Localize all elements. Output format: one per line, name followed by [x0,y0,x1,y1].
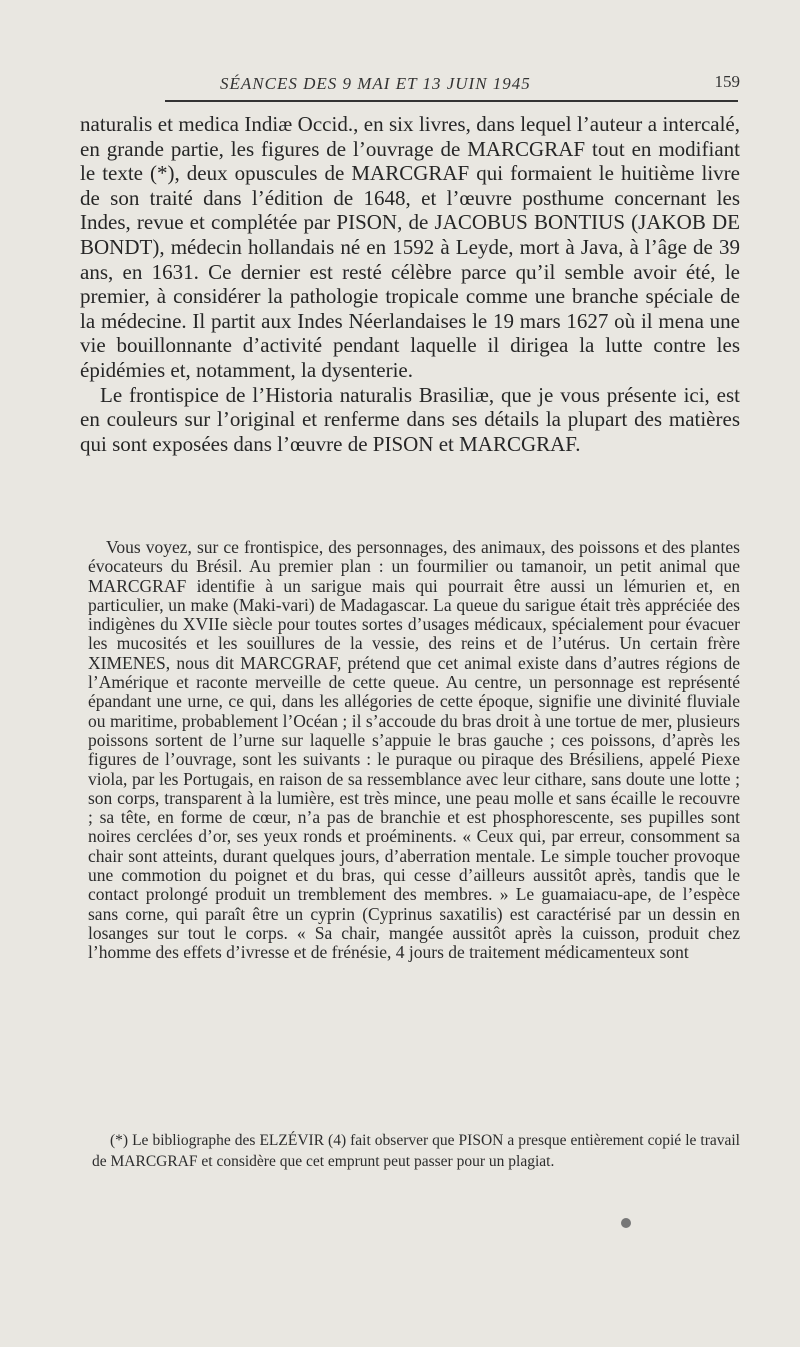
small-print-text [88,538,740,963]
main-text [80,112,740,456]
ink-spot [621,1218,631,1228]
main-paragraph-1: naturalis et medica Indiæ Occid., en six livres, dans lequel l’auteur a intercalé, en grande partie, les figures de l’ouvrage de MARCGRAF tout en modifiant le texte (*), deux opuscules de MARCGRAF qui formaient le huitième livre de son traité dans l’édition de 1648, et l’œuvre posthume concernant les Indes, revue et complétée par PISON, de JACOBUS BONTIUS (JAKOB DE BONDT), médecin hollandais né en 1592 à Leyde, mort à Java, à l’âge de 39 ans, en 1631. Ce dernier est resté célèbre parce qu’il semble avoir été, le premier, à considérer la pathologie tropicale comme une branche spéciale de la médecine. Il partit aux Indes Néerlandaises le 19 mars 1627 où il mena une vie bouillonnante d’activité pendant laquelle il dirigea la lutte contre les épidémies et, notamment, la dysenterie. [80,112,740,382]
page-header [80,72,740,96]
small-print-paragraph: Vous voyez, sur ce frontispice, des personnages, des animaux, des poissons et des plantes évocateurs du Brésil. Au premier plan : un fourmilier ou tamanoir, un petit animal que MARCGRAF identifie à un sarigue mais qui pourrait être aussi un lémurien et, en particulier, un make (Maki-vari) de Madagascar. La queue du sarigue était très appréciée des indigènes du XVIIe siècle pour toutes sortes d’usages médicaux, spécialement pour évacuer les mucosités et les souillures de la vessie, des reins et de l’utérus. Un certain frère XIMENES, nous dit MARCGRAF, prétend que cet animal existe dans d’autres régions de l’Amérique et raconte merveille de cette queue. Au centre, un personnage est représenté épandant une urne, ce qui, dans les allégories de cette époque, signifie une divinité fluviale ou maritime, probablement l’Océan ; il s’accoude du bras droit à une tortue de mer, plusieurs poissons sortent de l’urne sur laquelle s’appuie le bras gauche ; ces poissons, d’après les figures de l’ouvrage, sont les suivants : le puraque ou piraque des Brésiliens, appelé Piexe viola, par les Portugais, en raison de sa ressemblance avec leur cithare, sans doute une lotte ; son corps, transparent à la lumière, est très mince, une peau molle et sans écaille le recouvre ; sa tête, en forme de cœur, n’a pas de branchie et est phosphorescente, ses pupilles sont noires cerclées d’or, ses yeux ronds et proéminents. « Ceux qui, par erreur, consomment sa chair sont atteints, durant quelques jours, d’aberration mentale. Le simple toucher provoque une commotion du poignet et du bras, qui cesse d’ailleurs aussitôt après, tandis que le contact prolongé produit un tremblement des membres. » Le guamaiacu-ape, de l’espèce sans corne, qui paraît être un cyprin (Cyprinus saxatilis) est caractérisé par un dessin en losanges sur tout le corps. « Sa chair, mangée aussitôt après la cuisson, produit chez l’homme des effets d’ivresse et de frénésie, 4 jours de traitement médicamenteux sont [88,537,740,963]
header-rule [165,100,738,102]
main-paragraph-2: Le frontispice de l’Historia naturalis Brasiliæ, que je vous présente ici, est en couleurs sur l’original et renferme dans ses détails la plupart des matières qui sont exposées dans l’œuvre de PISON et MARCGRAF. [80,382,740,456]
footnote-text: (*) Le bibliographe des ELZÉVIR (4) fait observer que PISON a presque entièrement copié le travail de MARCGRAF et considère que cet emprunt peut passer pour un plagiat. [92,1132,740,1170]
running-title: SÉANCES DES 9 MAI ET 13 JUIN 1945 [220,74,531,93]
page-number: 159 [714,72,740,91]
footnote [92,1130,740,1172]
